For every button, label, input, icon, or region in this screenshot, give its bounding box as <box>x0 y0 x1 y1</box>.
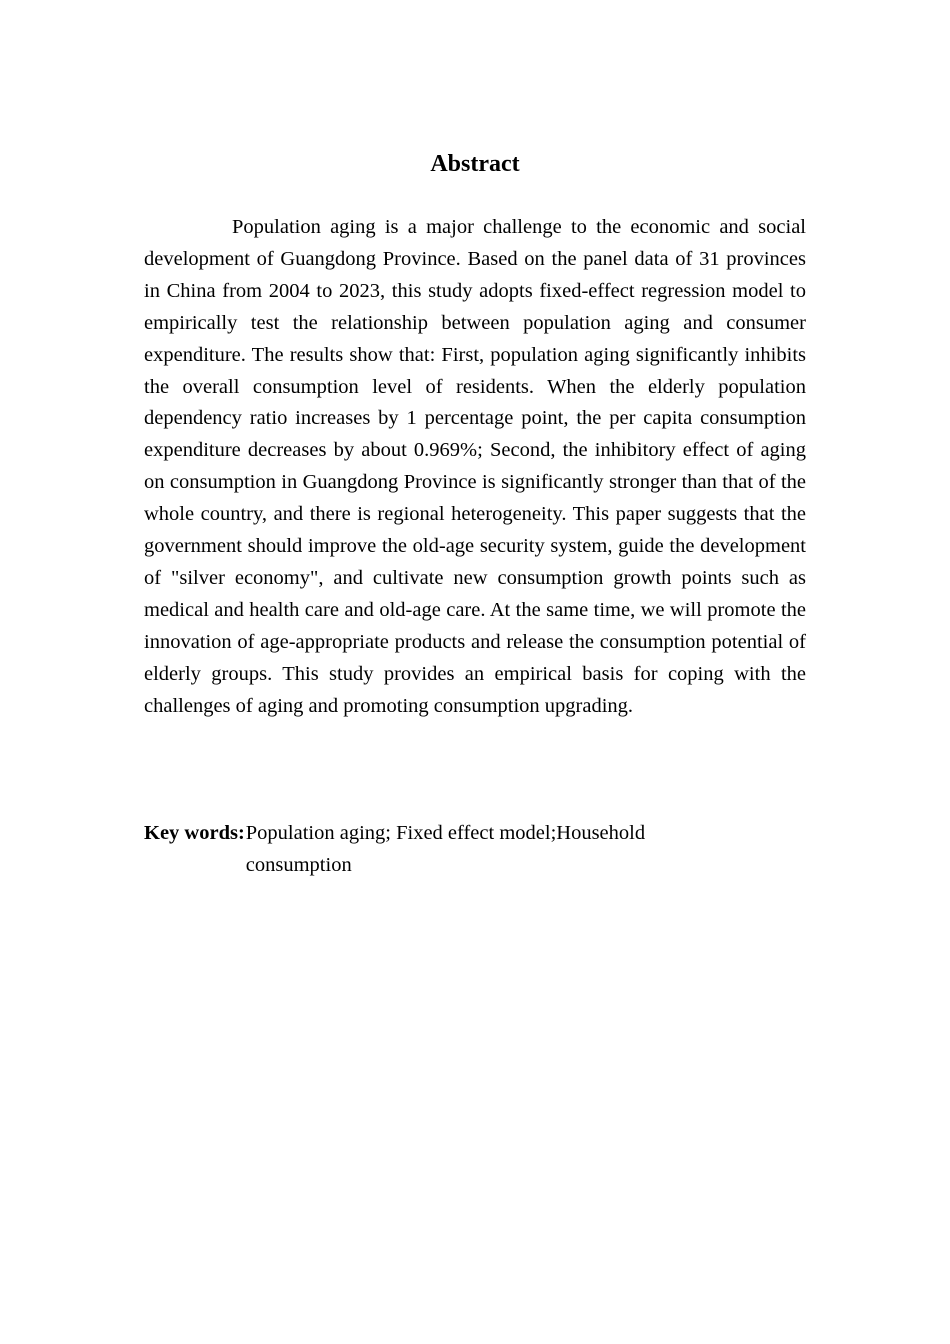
keywords-label: Key words: <box>144 822 245 844</box>
abstract-title: Abstract <box>430 151 520 177</box>
abstract-body: Population aging is a major challenge to the economic and social development of Guangdong Province. Based on the panel data of 31 provinces in China from 2004 to 2023, this study adopts fixed-effect regression model to empirically test the relationship between population aging and consumer expenditure. The results show that: First, population aging significantly inhibits the overall consumption level of residents. When the elderly population dependency ratio increases by 1 percentage point, the per capita consumption expenditure decreases by about 0.969%; Second, the inhibitory effect of aging on consumption in Guangdong Province is significantly stronger than that of the whole country, and there is regional heterogeneity. This paper suggests that the government should improve the old-age security system, guide the development of "silver economy", and cultivate new consumption growth points such as medical and health care and old-age care. At the same time, we will promote the innovation of age-appropriate products and release the consumption potential of elderly groups. This study provides an empirical basis for coping with the challenges of aging and promoting consumption upgrading. <box>144 216 806 717</box>
keywords-section <box>144 818 806 882</box>
keywords-text: Population aging; Fixed effect model;Household consumption <box>245 822 646 876</box>
